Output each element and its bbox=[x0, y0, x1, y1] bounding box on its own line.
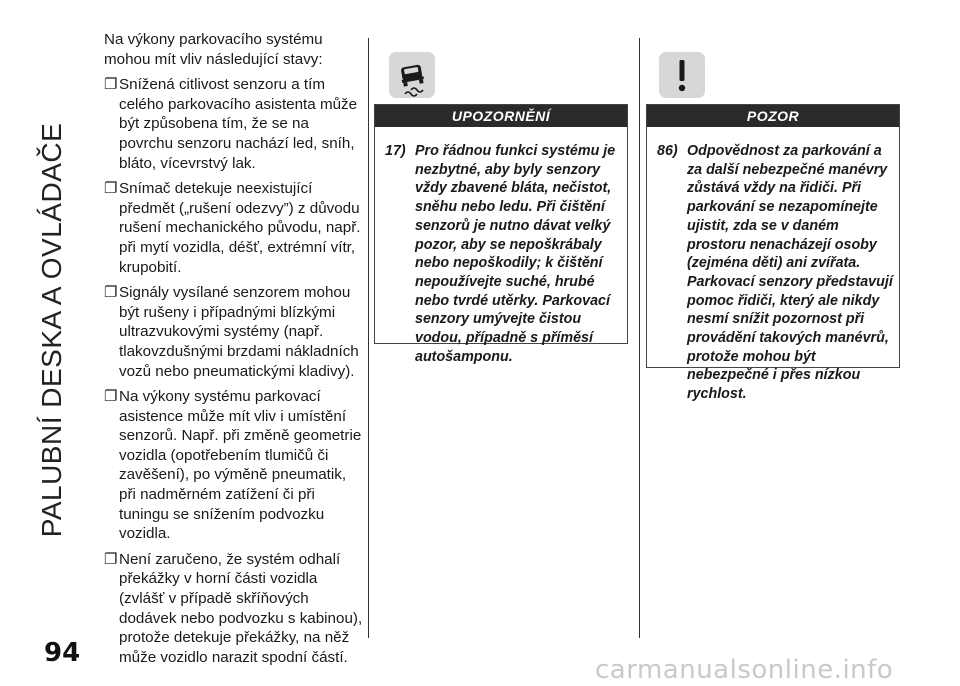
checkbox-bullet-icon: ❐ bbox=[104, 388, 118, 406]
note-number: 86) bbox=[657, 143, 678, 159]
column-divider bbox=[639, 38, 640, 638]
watermark: carmanualsonline.info bbox=[595, 655, 894, 685]
column-divider bbox=[368, 38, 369, 638]
note-text: Odpovědnost za parkování a za další nebezpečné manévry zůstává vždy na řidiči. Při parkování se nezapomínejte ujistit, zda se v daném prostoru nenacházejí osoby (zejména děti) ani zvířata. Parkovací senzory představují pomoc řidiči, který ale nikdy nesmí snížit pozornost při provádění takových manévrů, protože mohou být nebezpečné i přes nízkou rychlost. bbox=[687, 143, 893, 403]
left-text-column bbox=[104, 30, 366, 673]
warning-note bbox=[385, 142, 621, 366]
bullet-item bbox=[104, 387, 366, 544]
bullet-text: Na výkony systému parkovací asistence může mít vliv i umístění senzorů. Např. při změně geometrie vozidla (opotřebením tlumičů či zavěšení), po výměně pneumatik, při nadměrném zatížení či při tuningu se snížením podvozku vozidla. bbox=[119, 388, 362, 543]
box-heading: POZOR bbox=[647, 105, 899, 127]
car-skid-icon bbox=[389, 52, 435, 98]
note-text: Pro řádnou funkci systému je nezbytné, aby byly senzory vždy zbavené bláta, nečistot, sněhu nebo ledu. Při čištění senzorů je nutno dávat velký pozor, aby se nepoškrábaly nebo nepoškodily; k čištění nepoužívejte suché, hrubé nebo tvrdé utěrky. Parkovací senzory umývejte čistou vodou, případně s příměsí autošamponu. bbox=[415, 143, 616, 365]
warning-box-pozor bbox=[646, 104, 900, 403]
box-heading: UPOZORNĚNÍ bbox=[375, 105, 627, 127]
note-number: 17) bbox=[385, 143, 406, 159]
checkbox-bullet-icon: ❐ bbox=[104, 76, 118, 94]
warning-box-upozorneni bbox=[374, 104, 628, 365]
checkbox-bullet-icon: ❐ bbox=[104, 550, 118, 568]
bullet-text: Signály vysílané senzorem mohou být rušeny i případnými blízkými ultrazvukovými systémy (např. tlakovzdušnými brzdami nákladních vozů nebo pneumatickými kladivy). bbox=[119, 284, 359, 380]
bullet-item bbox=[104, 75, 366, 173]
page-number: 94 bbox=[44, 638, 81, 668]
bullet-item bbox=[104, 283, 366, 381]
bullet-item bbox=[104, 179, 366, 277]
bullet-text: Není zaručeno, že systém odhalí překážky v horní části vozidla (zvlášť v případě skříňových dodávek nebo podvozku s kabinou), protože detekuje překážky, na něž může vozidlo narazit spodní částí. bbox=[119, 550, 363, 666]
checkbox-bullet-icon: ❐ bbox=[104, 284, 118, 302]
exclamation-icon bbox=[659, 52, 705, 98]
intro-paragraph: Na výkony parkovacího systému mohou mít vliv následující stavy: bbox=[104, 31, 323, 68]
bullet-text: Snímač detekuje neexistující předmět („rušení odezvy”) z důvodu rušení mechanického původu, např. při mytí vozidla, déšť, extrémní vítr, krupobití. bbox=[119, 180, 361, 276]
checkbox-bullet-icon: ❐ bbox=[104, 180, 118, 198]
section-title: PALUBNÍ DESKA A OVLÁDAČE bbox=[36, 122, 67, 538]
warning-note bbox=[657, 142, 893, 404]
bullet-text: Snížená citlivost senzoru a tím celého parkovacího asistenta může být způsobena tím, že se na povrchu senzoru nachází led, sníh, bláto, vícevrstvý lak. bbox=[119, 76, 358, 172]
bullet-item bbox=[104, 550, 366, 668]
